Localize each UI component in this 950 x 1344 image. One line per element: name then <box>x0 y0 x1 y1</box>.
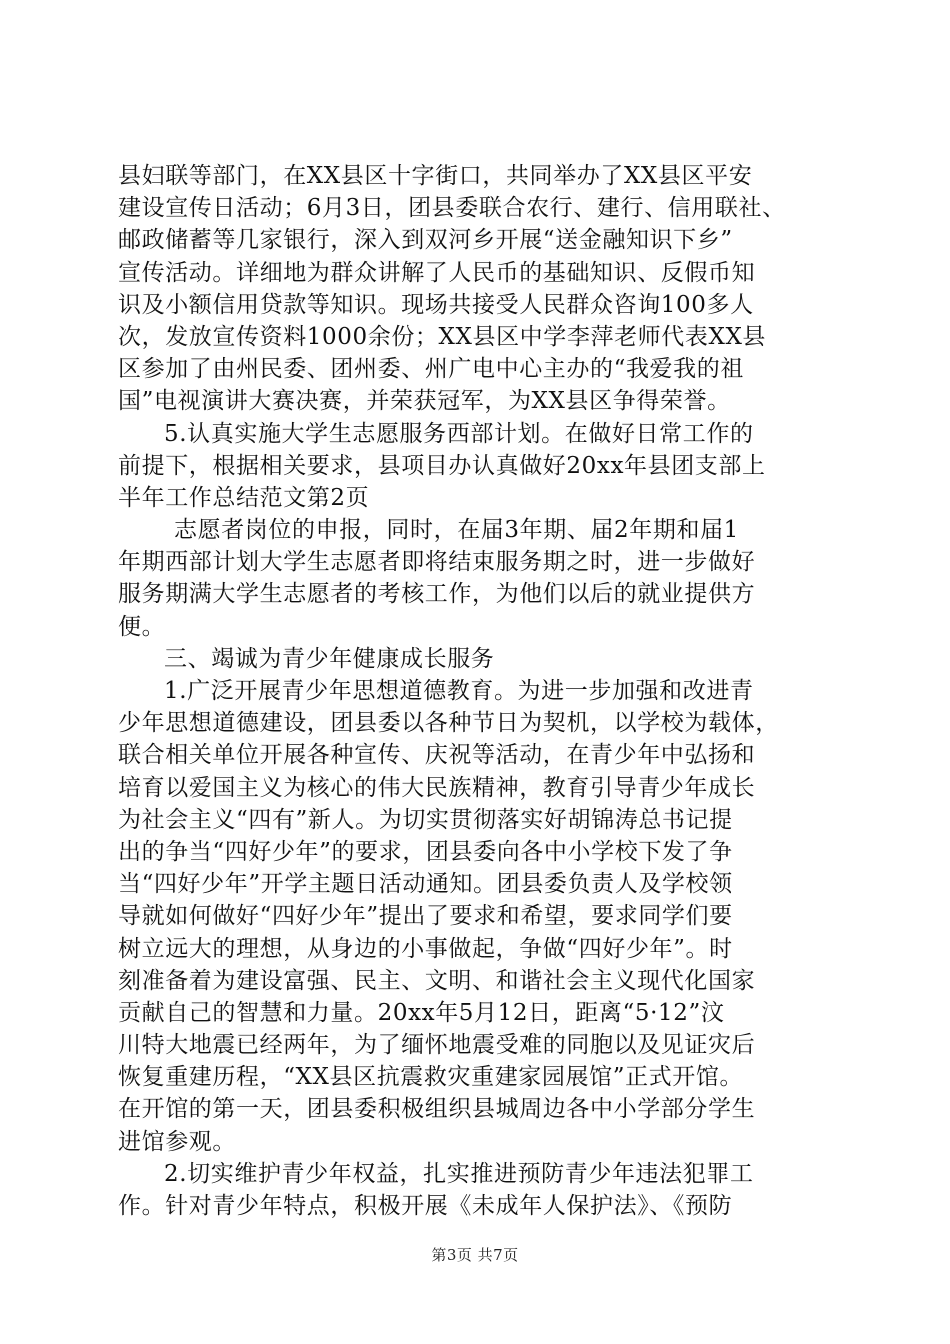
text-line: 建设宣传日活动；6月3日，团县委联合农行、建行、信用联社、 <box>118 195 786 222</box>
text-line: 川特大地震已经两年，为了缅怀地震受难的同胞以及见证灾后 <box>118 1032 756 1059</box>
text-line: 进馆参观。 <box>118 1128 236 1155</box>
text-line: 出的争当“四好少年”的要求，团县委向各中小学校下发了争 <box>118 838 733 865</box>
text-line: 次，发放宣传资料1000余份；XX县区中学李萍老师代表XX县 <box>118 323 767 350</box>
text-line: 邮政储蓄等几家银行，深入到双河乡开展“送金融知识下乡” <box>118 227 733 254</box>
text-line: 服务期满大学生志愿者的考核工作，为他们以后的就业提供方 <box>118 581 756 608</box>
text-line: 刻准备着为建设富强、民主、文明、和谐社会主义现代化国家 <box>118 967 756 994</box>
text-line: 贡献自己的智慧和力量。20xx年5月12日，距离“5·12”汶 <box>118 999 725 1026</box>
text-line: 国”电视演讲大赛决赛，并荣获冠军，为XX县区争得荣誉。 <box>118 388 731 415</box>
text-line: 在开馆的第一天，团县委积极组织县城周边各中小学部分学生 <box>118 1096 756 1123</box>
page-number-footer: 第3页 共7页 <box>431 1246 519 1264</box>
text-line: 宣传活动。详细地为群众讲解了人民币的基础知识、反假币知 <box>118 259 756 286</box>
text-line: 区参加了由州民委、团州委、州广电中心主办的“我爱我的祖 <box>118 356 744 383</box>
text-line: 为社会主义“四有”新人。为切实贯彻落实好胡锦涛总书记提 <box>118 806 733 833</box>
section-heading: 三、竭诚为青少年健康成长服务 <box>164 645 495 672</box>
text-line: 作。针对青少年特点，积极开展《未成年人保护法》、《预防 <box>118 1193 733 1219</box>
paragraph-start-line: 志愿者岗位的申报，同时，在届3年期、届2年期和届1 <box>174 517 739 544</box>
text-line: 县妇联等部门，在XX县区十字街口，共同举办了XX县区平安 <box>118 163 753 189</box>
text-line: 前提下，根据相关要求，县项目办认真做好20xx年县团支部上 <box>118 452 766 479</box>
text-line: 联合相关单位开展各种宣传、庆祝等活动，在青少年中弘扬和 <box>118 742 756 769</box>
text-line: 导就如何做好“四好少年”提出了要求和希望，要求同学们要 <box>118 903 733 930</box>
paragraph-start-line: 2.切实维护青少年权益，扎实推进预防青少年违法犯罪工 <box>164 1160 754 1187</box>
paragraph-start-line: 1.广泛开展青少年思想道德教育。为进一步加强和改进青 <box>164 678 754 704</box>
text-line: 恢复重建历程，“XX县区抗震救灾重建家园展馆”正式开馆。 <box>118 1064 744 1091</box>
text-line: 年期西部计划大学生志愿者即将结束服务期之时，进一步做好 <box>118 549 756 576</box>
paragraph-start-line: 5.认真实施大学生志愿服务西部计划。在做好日常工作的 <box>164 420 754 447</box>
text-line: 少年思想道德建设，团县委以各种节日为契机，以学校为载体， <box>118 710 779 737</box>
text-line: 培育以爱国主义为核心的伟大民族精神，教育引导青少年成长 <box>118 774 756 801</box>
text-line: 半年工作总结范文第2页 <box>118 484 370 511</box>
text-line: 便。 <box>118 613 166 640</box>
text-line: 当“四好少年”开学主题日活动通知。团县委负责人及学校领 <box>118 871 733 898</box>
text-line: 树立远大的理想，从身边的小事做起，争做“四好少年”。时 <box>118 935 733 962</box>
text-line: 识及小额信用贷款等知识。现场共接受人民群众咨询100多人 <box>118 291 754 318</box>
document-body <box>118 160 838 1222</box>
